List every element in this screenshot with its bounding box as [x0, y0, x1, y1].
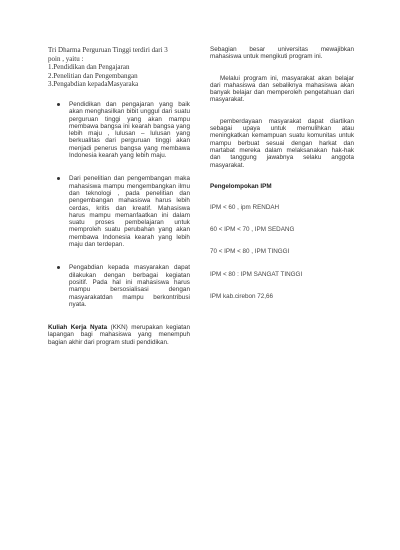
intro-line: Tri Dharma Perguruan Tinggi terdiri dari 3	[48, 46, 168, 54]
kkn-definition: (KKN) merupakan kegiatan lapangan bagi mahasiswa yang menempuh bagian akhir dari program studi pendidikan.	[48, 324, 190, 346]
bullet-text: Pengabdian kepada masyarakan dapat dilakukan dengan berbagai kegiatan positif. Pada hal ini mahasiswa harus mampu bersosialisasi dengan masyarakatdan mampu berkontribusi nyata.	[69, 264, 190, 308]
intro-line: 2.Penelitian dan Pengembangan	[48, 71, 138, 80]
bullet-item	[69, 175, 190, 248]
ipm-item: IPM < 80 : IPM SANGAT TINGGI	[210, 270, 303, 278]
right-column	[210, 46, 354, 315]
bullet-dot-icon	[57, 103, 60, 106]
tri-dharma-intro	[48, 46, 190, 89]
bullet-text: Pendidikan dan pengajaran yang baik akan menghasilkan bibit unggul dari suatu perguruan tinggi yang akan mampu membawa bangsa ini kearah bangsa yang lebih maju , lulusan – lulusan yang berkualitas dari perguruan tinggi akan menjadi penerus bangsa yang membawa Indonesia kearah yang lebih maju.	[69, 100, 190, 160]
ipm-item: IPM kab.cirebon 72,66	[210, 293, 274, 301]
bullet-list	[48, 101, 190, 308]
kkn-term: Kuliah Kerja Nyata	[48, 324, 108, 332]
intro-line: poin , yaitu :	[48, 54, 84, 63]
bullet-item	[69, 264, 190, 308]
ipm-item: 70 < IPM < 80 , IPM TINGGI	[210, 248, 290, 256]
paragraph-program: Melalui program ini, masyarakat akan belajar dari mahasiswa dan sebaliknya mahasiswa akan banyak belajar dan memperoleh pengetahuan dari masyarakat.	[210, 74, 354, 104]
paragraph-universitas: Sebagian besar universitas mewajibkan mahasiswa untuk mengikuti program ini.	[210, 46, 354, 61]
intro-line: 3.Pengabdian kepadaMasyaraka	[48, 80, 139, 89]
bullet-dot-icon	[57, 177, 60, 180]
intro-line: 1.Pendidikan dan Pengajaran	[48, 63, 130, 72]
ipm-item: 60 < IPM < 70 , IPM SEDANG	[210, 226, 295, 234]
ipm-item: IPM < 60 , ipm RENDAH	[210, 203, 280, 211]
paragraph-pemberdayaan: pemberdayaan masyarakat dapat diartikan sebagai upaya untuk memulihkan atau meningkatkan kemampuan suatu komunitas untuk mampu berbuat sesuai dengan harkat dan martabat mereka dalam melaksanakan hak-hak dan tanggung jawabnya selaku anggota masyarakat.	[210, 117, 354, 169]
kkn-paragraph	[48, 324, 190, 346]
bullet-dot-icon	[57, 266, 60, 269]
ipm-heading: Pengelompokan IPM	[210, 182, 272, 190]
left-column	[48, 46, 190, 346]
bullet-item	[69, 101, 190, 159]
bullet-text: Dari penelitian dan pengembangan maka mahasiswa mampu mengembangkan ilmu dan teknologi , pada penelitian dan pengembangan mahasiswa harus lebih cerdas, kritis dan kreatif. Mahasiswa harus mampu memanfaatkan ini dalam suatu proses pembelajaran untuk memproleh suatu perubahan yang akan membawa Indonesia kearah yang lebih maju dan terdepan.	[69, 175, 190, 249]
